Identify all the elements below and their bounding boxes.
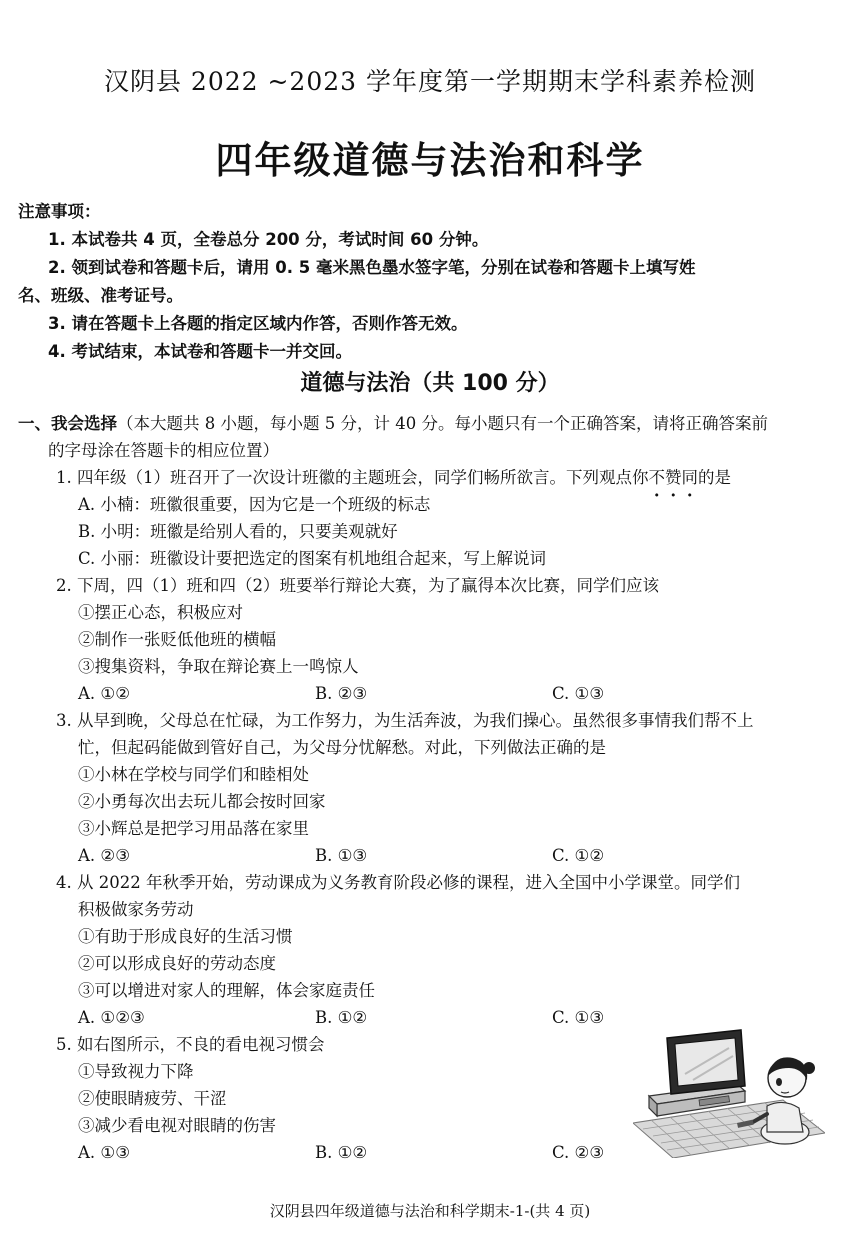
question-2-statement: ①摆正心态，积极应对 [78,603,243,622]
question-3-choices [18,842,843,869]
child-watching-tv-illustration [633,1028,825,1158]
note-item: 名、班级、准考证号。 [18,286,183,305]
notes-heading: 注意事项： [18,202,101,221]
note-item: 1. 本试卷共 4 页，全卷总分 200 分，考试时间 60 分钟。 [48,230,489,249]
choice-c: C. ①② [552,846,605,865]
question-5-stem: 5. 如右图所示，不良的看电视习惯会 [56,1035,325,1054]
notes-block [18,198,843,366]
choice-c: C. ①③ [552,1008,605,1027]
question-5-statement: ③减少看电视对眼睛的伤害 [78,1116,276,1135]
page-footer: 汉阴县四年级道德与法治和科学期末-1-(共 4 页) [269,1202,591,1220]
note-item: 4. 考试结束，本试卷和答题卡一并交回。 [48,342,352,361]
choice-a: A. ①③ [78,1143,130,1162]
question-4-statement: ②可以形成良好的劳动态度 [78,954,276,973]
question-4-stem: 4. 从 2022 年秋季开始，劳动课成为义务教育阶段必修的课程，进入全国中小学课堂。同学们 [56,873,740,892]
part1-desc: （本大题共 8 小题，每小题 5 分，计 40 分。每小题只有一个正确答案，请将正确答案前 [117,414,768,433]
question-4-statement: ③可以增进对家人的理解，体会家庭责任 [78,981,375,1000]
note-item: 3. 请在答题卡上各题的指定区域内作答，否则作答无效。 [48,314,468,333]
exam-title: 汉阴县 2022 ~2023 学年度第一学期期末学科素养检测 [103,67,757,96]
note-item: 2. 领到试卷和答题卡后，请用 0. 5 毫米黑色墨水签字笔，分别在试卷和答题卡上填写姓 [48,258,696,277]
part1-desc-cont: 的字母涂在答题卡的相应位置） [48,441,279,460]
question-3-stem: 3. 从早到晚，父母总在忙碌，为工作努力，为生活奔波，为我们操心。虽然很多事情我们帮不上 [56,711,754,730]
question-3-statement: ②小勇每次出去玩儿都会按时回家 [78,792,326,811]
section-title: 道德与法治（共 100 分） [300,371,560,396]
question-4-choices [18,1004,843,1031]
question-2-statement: ③搜集资料，争取在辩论赛上一鸣惊人 [78,657,359,676]
choice-b: B. ①③ [315,846,368,865]
question-3-stem-cont: 忙，但起码能做到管好自己，为父母分忧解愁。对此，下列做法正确的是 [78,738,606,757]
question-2-stem: 2. 下周，四（1）班和四（2）班要举行辩论大赛，为了赢得本次比赛，同学们应该 [56,576,659,595]
question-5-statement: ②使眼睛疲劳、干涩 [78,1089,227,1108]
question-4-statement: ①有助于形成良好的生活习惯 [78,927,293,946]
choice-a: A. ①② [78,684,130,703]
question-2-statement: ②制作一张贬低他班的横幅 [78,630,276,649]
subject-title: 四年级道德与法治和科学 [215,139,645,182]
question-3-statement: ①小林在学校与同学们和睦相处 [78,765,309,784]
choice-c: C. ①③ [552,684,605,703]
choice-a: A. ①②③ [78,1008,145,1027]
choice-b: B. ②③ [315,684,368,703]
question-2-choices [18,680,843,707]
tv-illustration [667,1030,745,1094]
question-5-statement: ①导致视力下降 [78,1062,194,1081]
choice-a: A. ②③ [78,846,130,865]
question-4-stem-cont: 积极做家务劳动 [78,900,194,919]
question-1-option-a: A. 小楠：班徽很重要，因为它是一个班级的标志 [78,495,431,514]
question-1-stem: 1. 四年级（1）班召开了一次设计班徽的主题班会，同学们畅所欲言。下列观点你不赞同的是 [56,468,731,487]
part1-header [18,410,843,437]
question-3-statement: ③小辉总是把学习用品落在家里 [78,819,309,838]
choice-c: C. ②③ [552,1143,605,1162]
choice-b: B. ①② [315,1008,368,1027]
question-1-option-b: B. 小明：班徽是给别人看的，只要美观就好 [78,522,398,541]
part1-label: 一、我会选择 [18,414,117,433]
question-1-option-c: C. 小丽：班徽设计要把选定的图案有机地组合起来，写上解说词 [78,549,547,568]
choice-b: B. ①② [315,1143,368,1162]
